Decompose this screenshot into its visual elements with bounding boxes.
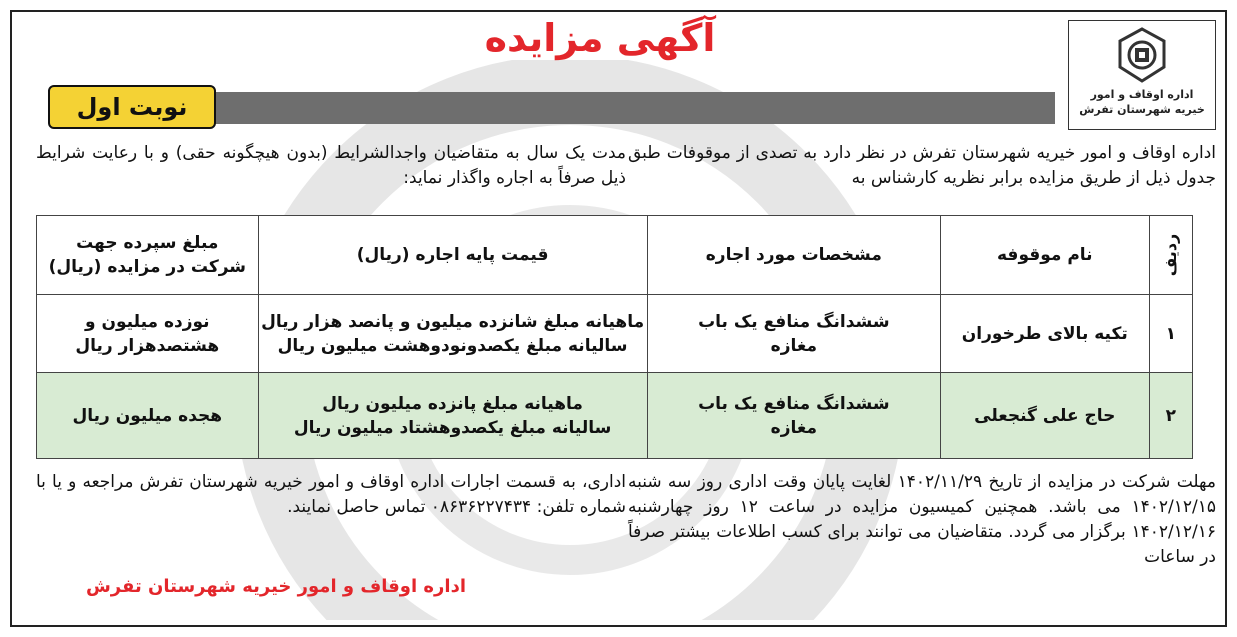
org-logo-line1: اداره اوقاف و امور (1090, 88, 1194, 101)
table-row (37, 373, 1193, 459)
header-price: قیمت پایه اجاره (ریال) (258, 216, 647, 295)
row-deposit: نوزده میلیون و هشتصدهزار ریال (37, 295, 259, 373)
row-name: حاج علی گنجعلی (941, 373, 1149, 459)
row-no: ۱ (1149, 295, 1192, 373)
row-deposit: هجده میلیون ریال (37, 373, 259, 459)
row-spec: ششدانگ منافع یک باب مغازه (647, 373, 940, 459)
row-spec: ششدانگ منافع یک باب مغازه (647, 295, 940, 373)
org-logo-line2: خیریه شهرستان تفرش (1079, 103, 1205, 116)
row-price: ماهیانه مبلغ پانزده میلیون ریال سالیانه مبلغ یکصدوهشتاد میلیون ریال (258, 373, 647, 459)
intro-right-text: اداره اوقاف و امور خیریه شهرستان تفرش در نظر دارد به تصدی از موقوفات طبق جدول ذیل از طریق مزایده برابر نظریه کارشناس به (628, 143, 1216, 188)
row-price: ماهیانه مبلغ شانزده میلیون و پانصد هزار ریال سالیانه مبلغ یکصدونودوهشت میلیون ریال (258, 295, 647, 373)
page-title: آگهی مزایده (484, 16, 716, 60)
endowment-emblem-icon (1116, 27, 1168, 83)
deadline-text: مهلت شرکت در مزایده از تاریخ ۱۴۰۲/۱۱/۲۹ لغایت پایان وقت اداری روز سه شنبه ۱۴۰۲/۱۲/۱۵ می باشد. همچنین کمیسیون مزایده در ساعت ۱۲ روز چهارشنبه ۱۴۰۲/۱۲/۱۶ برگزار می گردد. متقاضیان می توانند برای کسب اطلاعات بیشتر صرفاً در ساعات (628, 472, 1216, 567)
table-header-row (37, 216, 1193, 295)
header-no: ردیف (1149, 216, 1192, 295)
header-deposit: مبلغ سپرده جهت شرکت در مزایده (ریال) (37, 216, 259, 295)
header-name: نام موقوفه (941, 216, 1149, 295)
header-spec: مشخصات مورد اجاره (647, 216, 940, 295)
signature: اداره اوقاف و امور خیریه شهرستان تفرش (85, 576, 466, 597)
table-row (37, 295, 1193, 373)
round-badge: نوبت اول (48, 85, 216, 129)
auction-table (36, 215, 1193, 459)
header-bar (210, 92, 1055, 124)
row-no: ۲ (1149, 373, 1192, 459)
org-logo (1068, 20, 1216, 130)
contact-text: اداری، به قسمت اجارات اداره اوقاف و امور خیریه شهرستان تفرش مراجعه و یا با شماره تلفن: ۰۸۶۳۶۲۲۷۴۳۴ تماس حاصل نمایند. (36, 472, 626, 517)
row-name: تکیه بالای طرخوران (941, 295, 1149, 373)
intro-left-text: مدت یک سال به متقاضیان واجدالشرایط (بدون هیچگونه حقی) و با رعایت شرایط ذیل صرفاً به اجاره واگذار نماید: (36, 143, 626, 188)
